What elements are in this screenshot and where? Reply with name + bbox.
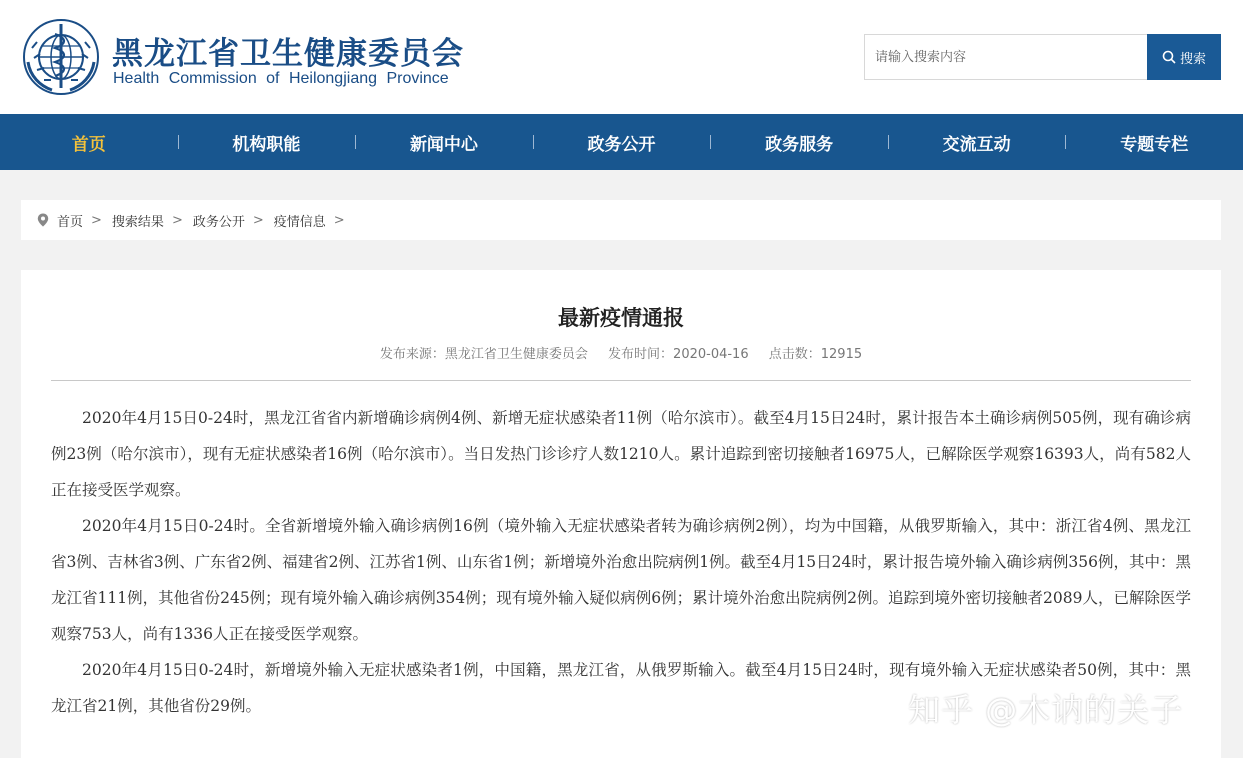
nav-item-label: 交流互动 xyxy=(942,134,1011,155)
article-date: 发布时间：2020-04-16 xyxy=(608,347,749,362)
breadcrumb-epidemic-info[interactable]: 疫情信息 xyxy=(273,214,326,230)
location-pin-icon xyxy=(37,213,49,227)
article-meta xyxy=(21,343,1221,362)
breadcrumb xyxy=(21,200,1221,240)
breadcrumb-public-affairs[interactable]: 政务公开 xyxy=(192,214,245,230)
search-button[interactable] xyxy=(1147,34,1221,80)
nav-item-home[interactable] xyxy=(0,114,178,170)
nav-item-label: 政务服务 xyxy=(765,134,834,155)
breadcrumb-separator: > xyxy=(333,212,345,228)
site-title: 黑龙江省卫生健康委员会 xyxy=(112,36,464,72)
nav-item-public-affairs[interactable] xyxy=(533,114,711,170)
nav-item-news[interactable] xyxy=(355,114,533,170)
nav-item-services[interactable] xyxy=(710,114,888,170)
nav-item-topics[interactable] xyxy=(1065,114,1243,170)
breadcrumb-separator: > xyxy=(171,212,183,228)
search-icon xyxy=(1162,50,1176,64)
nav-item-label: 新闻中心 xyxy=(409,134,478,155)
article-body xyxy=(51,400,1191,724)
breadcrumb-search-results[interactable]: 搜索结果 xyxy=(111,214,164,230)
article-paragraph: 2020年4月15日0-24时，新增境外输入无症状感染者1例，中国籍，黑龙江省，从俄罗斯输入。截至4月15日24时，现有境外输入无症状感染者50例，其中：黑龙江省21例，其他省份29例。 xyxy=(51,661,1191,715)
nav-item-interaction[interactable] xyxy=(888,114,1066,170)
article-source: 发布来源：黑龙江省卫生健康委员会 xyxy=(379,347,588,362)
search-button-label: 搜索 xyxy=(1179,51,1206,67)
search-input[interactable] xyxy=(864,34,1148,80)
nav-item-label: 政务公开 xyxy=(587,134,656,155)
article-paragraph: 2020年4月15日0-24时。全省新增境外输入确诊病例16例（境外输入无症状感染者转为确诊病例2例），均为中国籍，从俄罗斯输入，其中：浙江省4例、黑龙江省3例、吉林省3例、广东省2例、福建省2例、江苏省1例、山东省1例；新增境外治愈出院病例1例。截至4月15日24时，累计报告境外输入确诊病例356例，其中：黑龙江省111例，其他省份245例；现有境外输入确诊病例354例；现有境外输入疑似病例6例；累计境外治愈出院病例2例。追踪到境外密切接触者2089人，已解除医学观察753人，尚有1336人正在接受医学观察。 xyxy=(51,517,1191,643)
article-views: 点击数：12915 xyxy=(768,347,863,362)
article-paragraph: 2020年4月15日0-24时，黑龙江省省内新增确诊病例4例、新增无症状感染者11例（哈尔滨市）。截至4月15日24时，累计报告本土确诊病例505例，现有确诊病例23例（哈尔滨市），现有无症状感染者16例（哈尔滨市）。当日发热门诊诊疗人数1210人。累计追踪到密切接触者16975人，已解除医学观察16393人，尚有582人正在接受医学观察。 xyxy=(51,409,1191,499)
article-title: 最新疫情通报 xyxy=(558,306,684,330)
divider xyxy=(51,380,1191,381)
site-header xyxy=(0,0,1243,114)
breadcrumb-separator: > xyxy=(252,212,264,228)
watermark: 知乎 @木讷的关子 xyxy=(908,691,1184,729)
nav-item-label: 机构职能 xyxy=(232,134,301,155)
who-emblem-icon[interactable] xyxy=(22,18,100,96)
nav-item-label: 首页 xyxy=(71,134,106,155)
nav-item-label: 专题专栏 xyxy=(1120,134,1189,155)
main-nav xyxy=(0,114,1243,170)
site-subtitle: Health Commission of Heilongjiang Province xyxy=(113,70,449,87)
breadcrumb-separator: > xyxy=(91,212,102,228)
nav-item-functions[interactable] xyxy=(178,114,356,170)
breadcrumb-home[interactable]: 首页 xyxy=(57,214,84,230)
